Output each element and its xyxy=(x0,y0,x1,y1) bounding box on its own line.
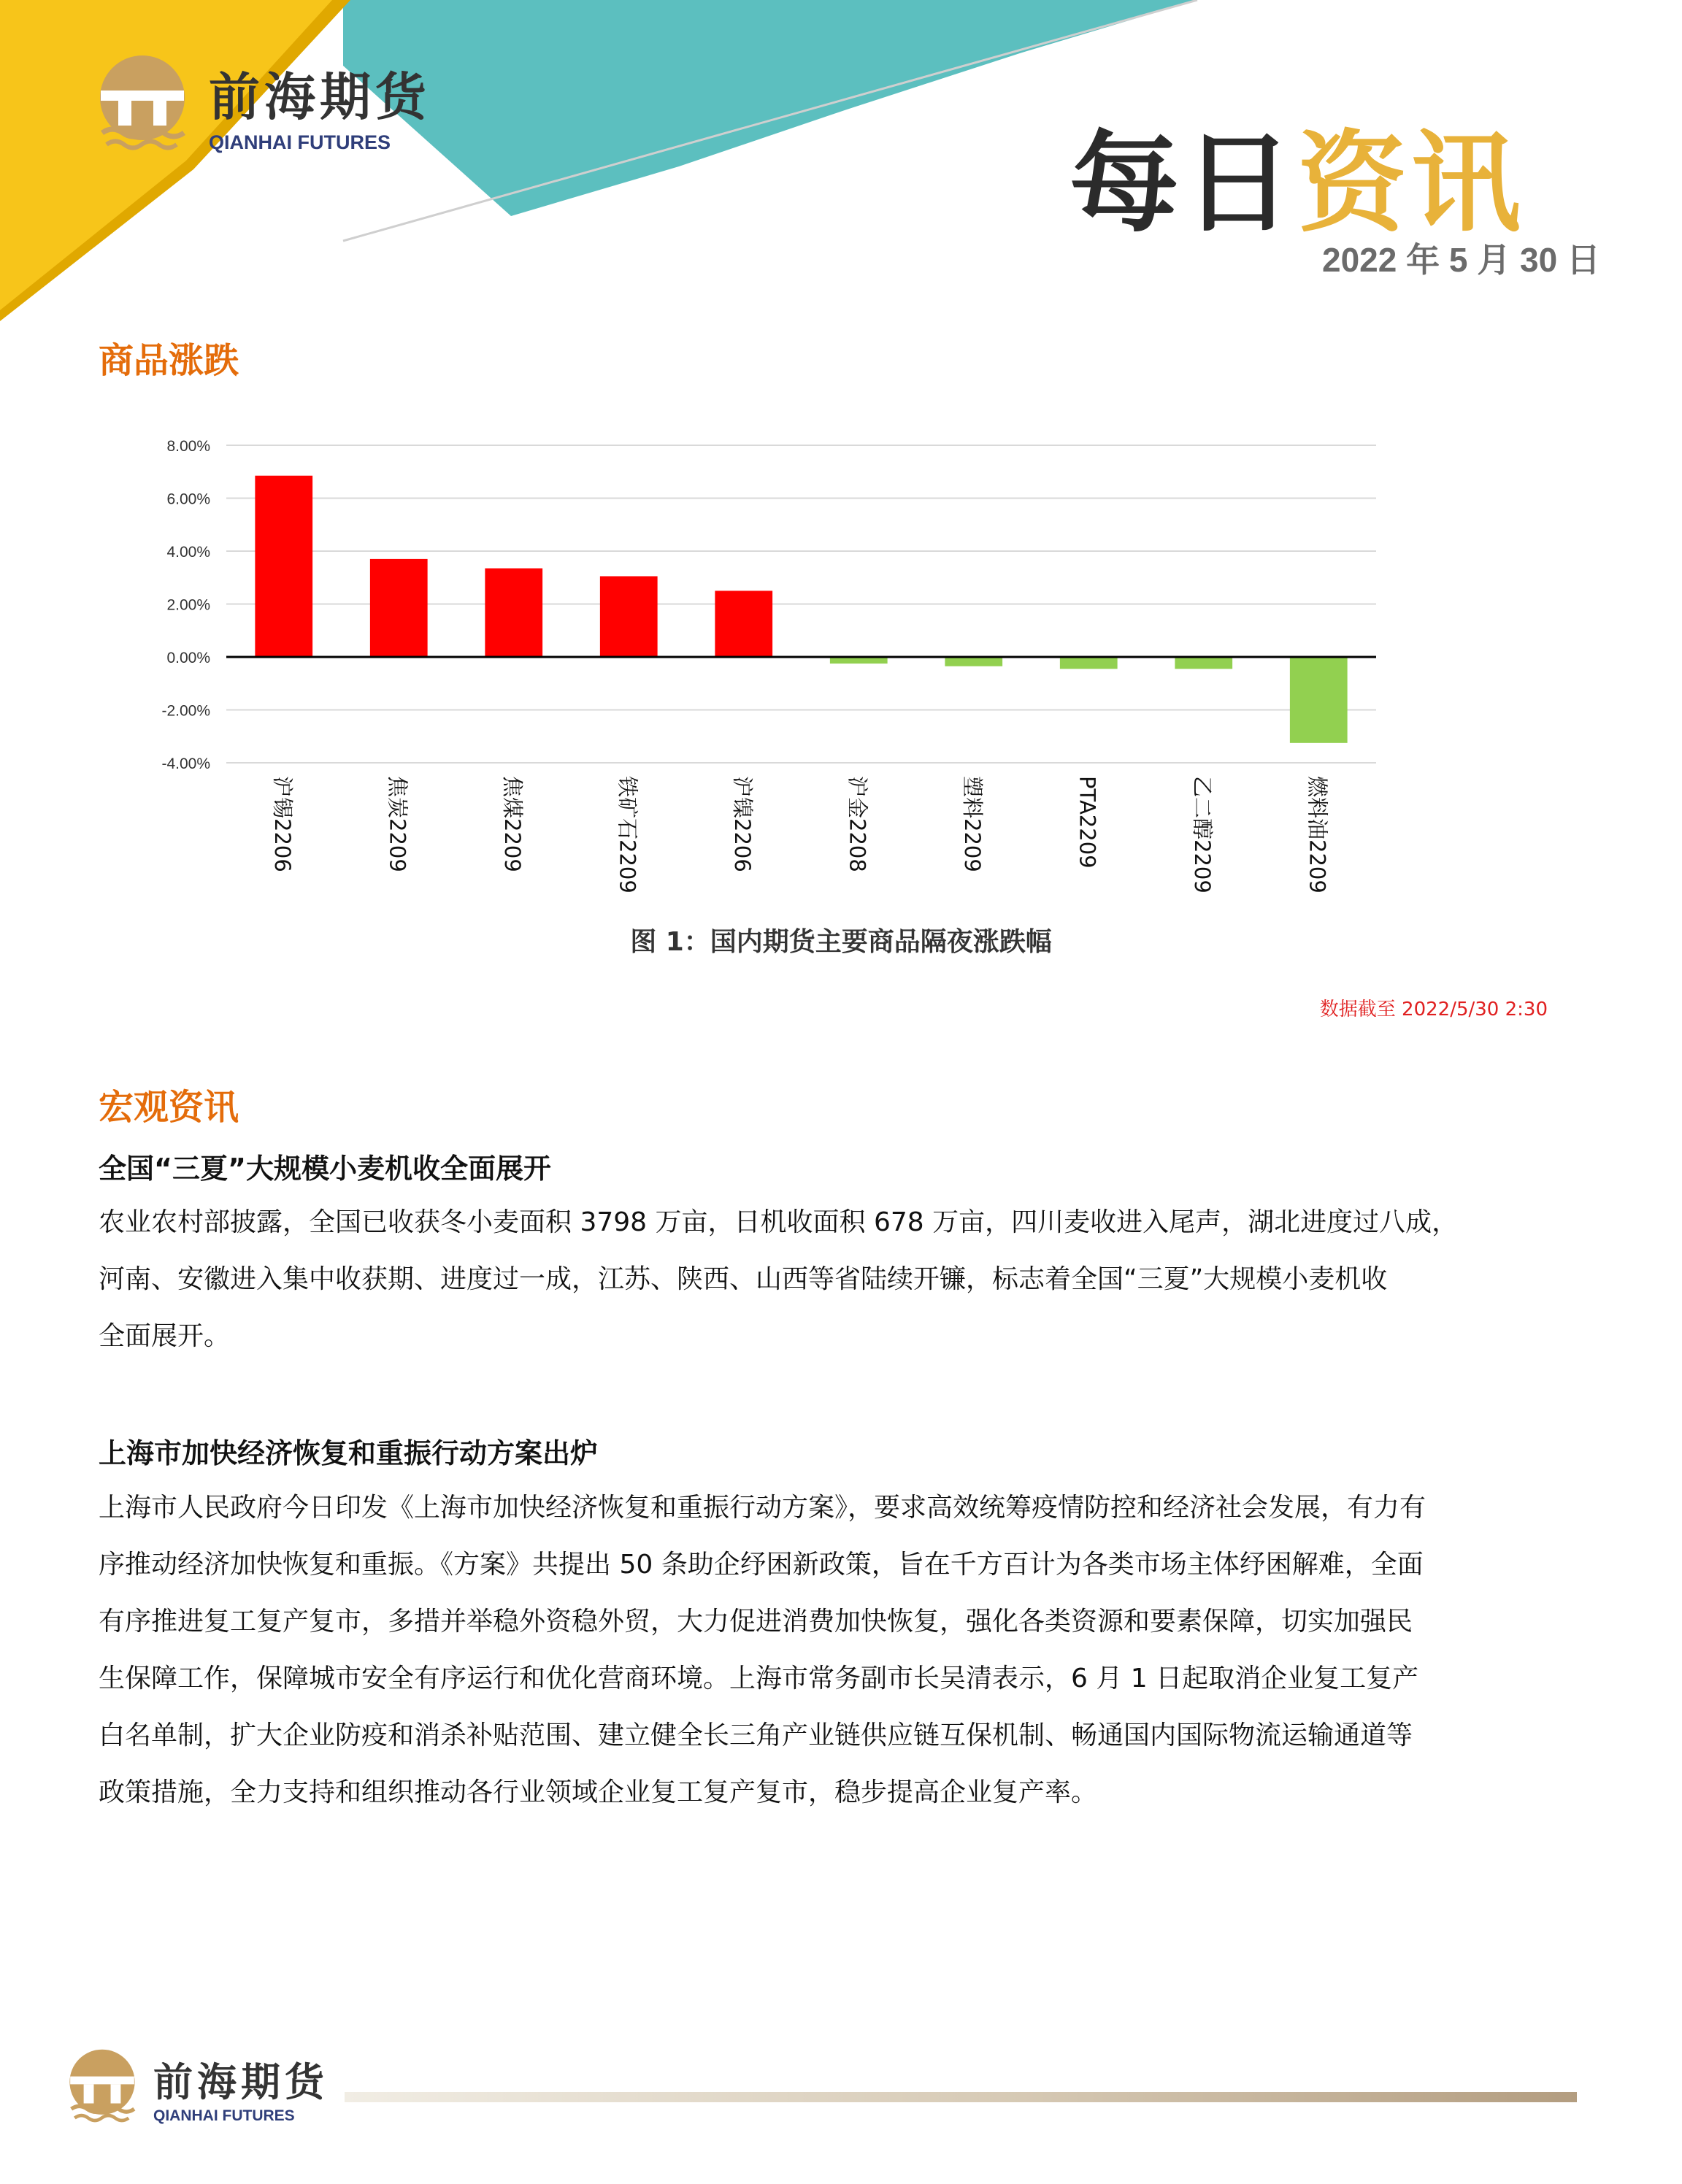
page-title xyxy=(1070,95,1525,253)
x-category-label: 塑料2209 xyxy=(959,776,985,872)
x-category-label: 沪镍2206 xyxy=(729,776,755,872)
bar xyxy=(1175,657,1232,669)
bar xyxy=(600,576,658,657)
news-2-line: 上海市人民政府今日印发《上海市加快经济恢复和重振行动方案》，要求高效统筹疫情防控和经济社会发展，有力有 xyxy=(99,1493,1426,1523)
news-1-line: 农业农村部披露，全国已收获冬小麦面积 3798 万亩，日机收面积 678 万亩，四川麦收进入尾声，湖北进度过八成， xyxy=(99,1207,1459,1237)
x-category-label: 沪锡2206 xyxy=(269,776,295,872)
news-1-line: 全面展开。 xyxy=(99,1321,231,1351)
data-cutoff-note: 数据截至 2022/5/30 2:30 xyxy=(1319,999,1548,1020)
x-category-label: 焦炭2209 xyxy=(385,776,410,872)
footer-logo[interactable] xyxy=(66,2048,329,2127)
x-category-label: 乙二醇2209 xyxy=(1189,776,1215,893)
y-tick-label: 2.00% xyxy=(166,596,210,614)
x-category-label: 铁矿石2209 xyxy=(615,776,640,893)
news-2-line: 有序推进复工复产复市，多措并举稳外资稳外贸，大力促进消费加快恢复，强化各类资源和要素保障，切实加强民 xyxy=(99,1607,1413,1637)
news-1-body xyxy=(99,1194,1573,1365)
news-2-line: 政策措施，全力支持和组织推动各行业领域企业复工复产复市，稳步提高企业复产率。 xyxy=(99,1777,1098,1807)
section-title-commodity: 商品涨跌 xyxy=(99,340,239,381)
x-category-label: 燃料油2209 xyxy=(1305,776,1330,893)
bar xyxy=(370,559,428,657)
footer-brand-name-cn: 前海期货 xyxy=(153,2058,329,2105)
header-logo[interactable] xyxy=(95,54,431,156)
report-date: 2022 年 5 月 30 日 xyxy=(1322,241,1600,279)
bar xyxy=(1060,657,1118,669)
y-tick-label: 4.00% xyxy=(166,544,210,561)
y-tick-label: -4.00% xyxy=(161,755,210,772)
bar xyxy=(715,591,772,657)
bar xyxy=(945,657,1002,666)
brand-name-en: QIANHAI FUTURES xyxy=(209,131,391,153)
commodity-bar-chart xyxy=(146,423,1387,912)
page-title-part1: 每日 xyxy=(1069,120,1297,247)
footer-brand-name-en: QIANHAI FUTURES xyxy=(153,2107,295,2124)
bar xyxy=(1290,657,1348,743)
qianhai-logo-icon xyxy=(95,54,190,156)
news-2-line: 白名单制，扩大企业防疫和消杀补贴范围、建立健全长三角产业链供应链互保机制、畅通国内国际物流运输通道等 xyxy=(99,1720,1413,1750)
news-2-body xyxy=(99,1480,1573,1821)
news-1-title: 全国“三夏”大规模小麦机收全面展开 xyxy=(99,1153,551,1185)
news-2-title: 上海市加快经济恢复和重振行动方案出炉 xyxy=(99,1437,599,1469)
y-tick-label: 0.00% xyxy=(166,650,210,666)
x-category-label: 焦煤2209 xyxy=(499,776,525,872)
y-tick-label: 8.00% xyxy=(166,438,210,455)
page-title-part2: 资讯 xyxy=(1297,120,1525,247)
news-2-line: 生保障工作，保障城市安全有序运行和优化营商环境。上海市常务副市长吴清表示，6 月 1 日起取消企业复工复产 xyxy=(99,1664,1419,1693)
chart-caption: 图 1：国内期货主要商品隔夜涨跌幅 xyxy=(630,927,1052,957)
news-2-line: 序推动经济加快恢复和重振。《方案》共提出 50 条助企纾困新政策，旨在千方百计为各类市场主体纾困解难，全面 xyxy=(99,1550,1424,1580)
bar xyxy=(255,476,312,657)
footer-divider xyxy=(345,2092,1577,2102)
section-title-macro: 宏观资讯 xyxy=(99,1087,239,1128)
y-tick-label: 6.00% xyxy=(166,491,210,508)
qianhai-logo-icon xyxy=(66,2048,139,2127)
bar xyxy=(485,569,542,657)
x-category-label: PTA2209 xyxy=(1075,776,1100,869)
x-category-label: 沪金2208 xyxy=(845,776,870,872)
y-tick-label: -2.00% xyxy=(161,702,210,720)
news-1-line: 河南、安徽进入集中收获期、进度过一成，江苏、陕西、山西等省陆续开镰，标志着全国“三夏”大规模小麦机收 xyxy=(99,1264,1388,1294)
brand-name-cn: 前海期货 xyxy=(209,66,431,127)
